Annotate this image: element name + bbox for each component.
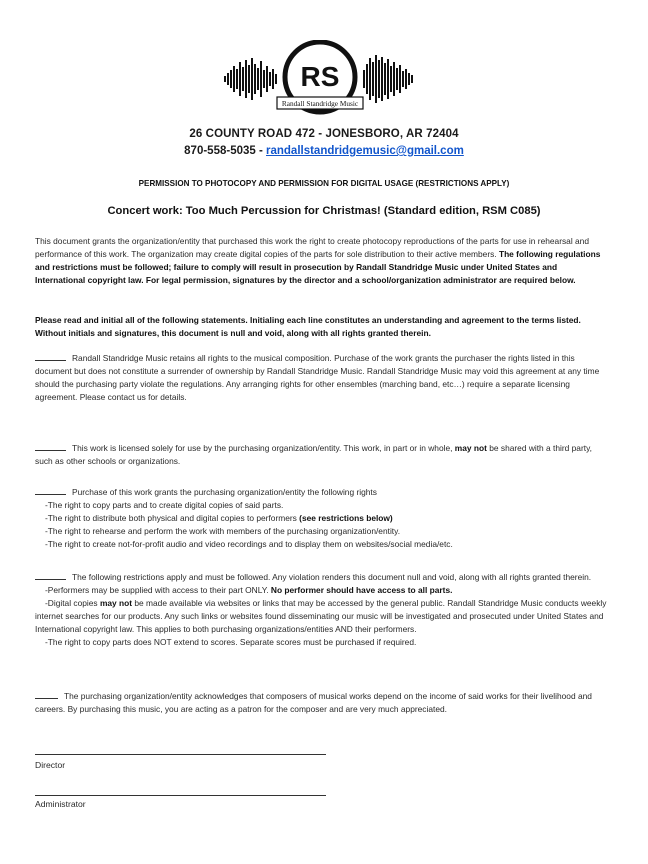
initial-blank[interactable] — [35, 691, 58, 699]
acknowledge-text: The purchasing organization/entity acknowledges that composers of musical works depend on the income of said works for their livelihood and careers. By purchasing this music, you are acting as a patron for the composer and are very much appreciated. — [35, 691, 592, 714]
restriction-item — [35, 584, 609, 597]
administrator-label: Administrator — [35, 799, 86, 809]
grants-intro: Purchase of this work grants the purchasing organization/entity the following rights — [72, 487, 377, 497]
license-bold: may not — [454, 443, 487, 453]
director-signature-line[interactable] — [35, 754, 326, 755]
rights-retained-text: Randall Standridge Music retains all rights to the musical composition. Purchase of the work grants the purchaser the rights listed in this document but does not constitute a surrender of ownership by Randall Standridge Music. Randall Standridge Music may void this agreement at any time should the purchasing party violate the regulations. Any arranging rights for other ensembles (marching band, etc…) require a separate licensing agreement. Please contact us for details. — [35, 353, 600, 402]
grant-item: -The right to copy parts and to create digital copies of said parts. — [45, 499, 284, 510]
administrator-signature-line[interactable] — [35, 795, 326, 796]
grant-item — [35, 512, 609, 525]
statement-rights-retained — [35, 352, 609, 404]
restriction-2-text: be made available via websites or links that may be accessed by the general public. Randall Standridge Music conducts weekly internet searches for our products. Any such links or websites found disseminating our music will be investigated and prosecuted under United States and International copyright law. This applies to both purchasing organizations/entities AND their performers. — [35, 597, 607, 634]
statement-grants — [35, 486, 609, 551]
initial-blank[interactable] — [35, 487, 66, 495]
logo-name: Randall Standridge Music — [281, 99, 359, 108]
instructions-paragraph: Please read and initial all of the following statements. Initialing each line constitutes an understanding and agreement to the terms listed. Without initials and signatures, this document is null and void, along with all rights granted therein. — [35, 315, 581, 338]
intro-bold-text: The following regulations and restrictions must be followed; failure to comply will result in prosecution by Randall Standridge Music under United States and International copyright law. For legal permission, signatures by the director and a school/organization administrator are required below. — [35, 248, 601, 285]
grant-item: -The right to create not-for-profit audio and video recordings and to display them on websites/social media/etc. — [45, 538, 453, 549]
concert-title: Concert work: Too Much Percussion for Christmas! (Standard edition, RSM C085) — [107, 205, 541, 217]
restriction-2-pre: -Digital copies — [45, 597, 100, 608]
grant-item: -The right to rehearse and perform the work with members of the purchasing organization/entity. — [45, 525, 401, 536]
statement-restrictions — [35, 571, 609, 648]
company-address: 26 COUNTY ROAD 472 - JONESBORO, AR 72404 — [189, 128, 459, 140]
restrictions-intro-line — [35, 571, 609, 584]
restriction-2-bold: may not — [99, 597, 133, 608]
grants-intro-line — [35, 486, 609, 499]
initial-blank[interactable] — [35, 443, 66, 451]
intro-text: This document grants the organization/entity that purchased this work the right to create photocopy reproductions of the parts for use in rehearsal and performance of this work. The organization may create digital copies of the parts for sole distribution to their active members. — [35, 236, 589, 259]
director-label: Director — [35, 760, 66, 770]
statement-acknowledge — [35, 690, 609, 716]
statement-license — [35, 442, 609, 468]
grant-2-bold: (see restrictions below) — [299, 512, 393, 523]
sound-wave-right-icon — [363, 55, 413, 103]
grant-2-text: -The right to distribute both physical and digital copies to performers — [45, 512, 300, 523]
restriction-1-text: -Performers may be supplied with access to their part ONLY. — [45, 584, 271, 595]
email-link[interactable]: randallstandridgemusic@gmail.com — [266, 145, 464, 157]
restriction-1-bold: No performer should have access to all parts. — [270, 584, 453, 595]
rs-logo — [222, 40, 418, 116]
initial-blank[interactable] — [35, 353, 66, 361]
restrictions-intro: The following restrictions apply and must be followed. Any violation renders this document null and void, along with all rights granted therein. — [72, 572, 592, 582]
permission-heading: PERMISSION TO PHOTOCOPY AND PERMISSION FOR DIGITAL USAGE (RESTRICTIONS APPLY) — [138, 179, 510, 188]
license-text: This work is licensed solely for use by the purchasing organization/entity. This work, in part or in whole, — [72, 443, 455, 453]
license-tail: be shared with a third party, such as other schools or organizations. — [35, 443, 592, 466]
phone-number: 870-558-5035 - — [184, 145, 266, 157]
restriction-item — [35, 597, 609, 636]
sound-wave-left-icon — [224, 58, 277, 100]
intro-paragraph — [35, 235, 609, 287]
restriction-item: -The right to copy parts does NOT extend to scores. Separate scores must be purchased if required. — [45, 636, 417, 647]
logo-initials: RS — [300, 61, 340, 92]
contact-line — [0, 145, 648, 157]
initial-blank[interactable] — [35, 572, 66, 580]
